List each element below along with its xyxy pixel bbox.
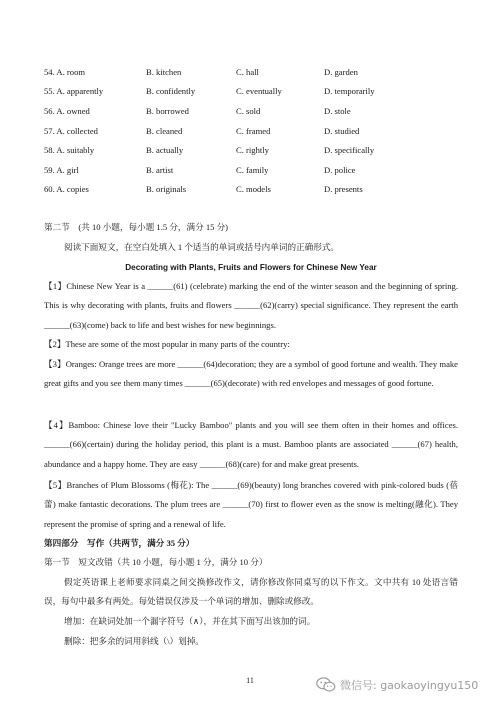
option-d: D. garden bbox=[324, 66, 358, 77]
wechat-icon bbox=[316, 676, 336, 694]
option-d: D. specifically bbox=[324, 145, 375, 156]
mc-row bbox=[44, 62, 464, 82]
page-number: 11 bbox=[246, 676, 254, 685]
option-c: C. eventually bbox=[236, 86, 282, 97]
option-b: B. kitchen bbox=[146, 66, 182, 77]
watermark bbox=[316, 674, 496, 696]
option-b: B. actually bbox=[146, 145, 184, 156]
article-title: Decorating with Plants, Fruits and Flowers for Chinese New Year bbox=[125, 263, 377, 272]
mc-row bbox=[44, 180, 464, 200]
part4-section1-heading: 第一节 短文改错（共 10 小题，每小题 1 分，满分 10 分） bbox=[44, 557, 268, 567]
option-c: C. family bbox=[236, 164, 269, 175]
paragraph-4: 【4】Bamboo: Chinese love their "Lucky Bamboo" plants and you will see them often in their homes and offices. ______(66)(certain) during the holiday period, this plant is a must. Bamboo plants are associated ______(67) health, abundance and a happy home. They are easy ______(68)(care) for and make great presents. bbox=[44, 420, 458, 469]
option-b: B. confidently bbox=[146, 86, 196, 97]
option-a: 58. A. suitably bbox=[44, 145, 95, 156]
watermark-text: 微信号: gaokaoyingyu150 bbox=[340, 679, 479, 692]
part4-description: 假定英语课上老师要求同桌之间交换修改作文，请你修改你同桌写的以下作文。文中共有 10 处语言错误，每句中最多有两处。每处错误仅涉及一个单词的增加、删除或修改。 bbox=[44, 577, 458, 607]
option-d: D. police bbox=[324, 164, 356, 175]
option-b: B. artist bbox=[146, 164, 174, 175]
option-a: 60. A. copies bbox=[44, 184, 89, 195]
mc-row bbox=[44, 121, 464, 141]
mc-row bbox=[44, 82, 464, 102]
multiple-choice-table bbox=[44, 62, 464, 199]
part4-heading: 第四部分 写作（共两节，满分 35 分） bbox=[44, 538, 195, 548]
section2-heading: 第二节 (共 10 小题，每小题 1.5 分，满分 15 分) bbox=[44, 222, 229, 232]
option-a: 56. A. owned bbox=[44, 105, 90, 116]
paragraph-5: 【5】Branches of Plum Blossoms (梅花): The ______(69)(beauty) long branches covered with pink-colored buds (蓓蕾) make fantastic decorations. The plum trees are ______(70) first to flower even as the snow is melting(融化). They represent the promise of spring and a renewal of life. bbox=[44, 480, 458, 529]
option-c: C. rightly bbox=[236, 145, 269, 156]
option-d: D. presents bbox=[324, 184, 363, 195]
option-a: 55. A. apparently bbox=[44, 86, 104, 97]
option-b: B. borrowed bbox=[146, 105, 189, 116]
mc-row bbox=[44, 140, 464, 160]
option-c: C. models bbox=[236, 184, 271, 195]
paragraph-2: 【2】These are some of the most popular in many parts of the country: bbox=[44, 339, 290, 349]
option-c: C. framed bbox=[236, 125, 271, 136]
option-a: 54. A. room bbox=[44, 66, 86, 77]
section2-instruction: 阅读下面短文，在空白处填入 1 个适当的单词或括号内单词的正确形式。 bbox=[64, 242, 340, 252]
paragraph-3: 【3】Oranges: Orange trees are more ______(64)decoration; they are a symbol of good fortune and wealth. They make great gifts and you see them many times ______(65)(decorate) with red envelopes and messages of good fortune. bbox=[44, 359, 458, 389]
option-d: D. stole bbox=[324, 105, 351, 116]
option-d: D. temporarily bbox=[324, 86, 375, 97]
option-d: D. studied bbox=[324, 125, 360, 136]
option-c: C. sold bbox=[236, 105, 261, 116]
option-c: C. hall bbox=[236, 66, 259, 77]
delete-instruction: 删除：把多余的词用斜线（\）划掉。 bbox=[64, 636, 204, 646]
mc-row bbox=[44, 101, 464, 121]
option-a: 59. A. girl bbox=[44, 164, 79, 175]
option-b: B. cleaned bbox=[146, 125, 183, 136]
mc-row bbox=[44, 160, 464, 180]
option-b: B. originals bbox=[146, 184, 187, 195]
add-instruction: 增加：在缺词处加一个漏字符号（∧），并在其下面写出该加的词。 bbox=[64, 616, 316, 626]
paragraph-1: 【1】Chinese New Year is a ______(61) (celebrate) marking the end of the winter season and the beginning of spring. This is why decorating with plants, fruits and flowers ______(62)(carry) special significance. They represent the earth ______(63)(come) back to life and best wishes for new beginnings. bbox=[44, 281, 458, 330]
option-a: 57. A. collected bbox=[44, 125, 98, 136]
